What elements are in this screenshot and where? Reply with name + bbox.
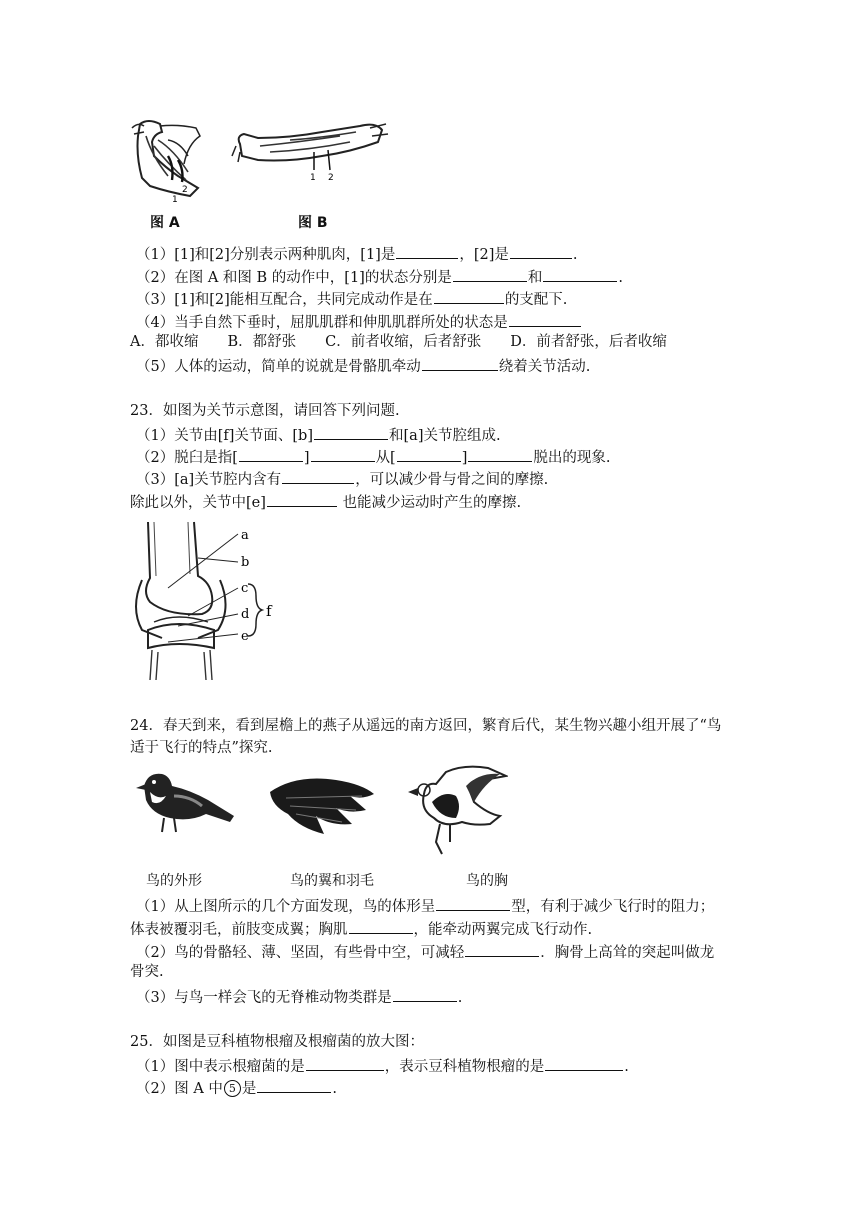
label-1-a: 1 — [172, 195, 178, 205]
bird-chest-caption: 鸟的胸 — [466, 873, 508, 889]
circled-number-5: 5 — [224, 1080, 241, 1097]
label-2-b: 2 — [328, 173, 334, 183]
q24-part2: （2）鸟的骨骼轻、薄、坚固，有些骨中空，可减轻 ．胸骨上高耸的突起叫做龙 — [136, 940, 714, 963]
figure-a-caption: 图 A — [150, 215, 180, 231]
q25-part1: （1）图中表示根瘤菌的是 ，表示豆科植物根瘤的是 . — [136, 1054, 629, 1077]
q24-part2-continued: 骨突. — [130, 964, 164, 980]
q22-part4: （4）当手自然下垂时，屈肌肌群和伸肌肌群所处的状态是 — [136, 310, 582, 333]
figure-b-caption: 图 B — [298, 215, 328, 231]
q25-part2: （2）图 A 中 5 是 . — [136, 1076, 337, 1099]
q22-part3: （3）[1]和[2]能相互配合，共同完成动作是在 的支配下. — [136, 287, 567, 310]
q24-part1: （1）从上图所示的几个方面发现，鸟的体形呈 型，有利于减少飞行时的阻力； — [136, 894, 714, 917]
bird-shape-image — [130, 766, 238, 842]
arm-muscle-figure-a — [128, 116, 218, 208]
q24-title-line1: 24．春天到来，看到屋檐上的燕子从遥远的南方返回，繁育后代，某生物兴趣小组开展了“鸟 — [130, 718, 722, 734]
joint-label-a: a — [241, 528, 249, 543]
arm-muscle-figure-b — [230, 116, 390, 188]
q22-part1: （1）[1]和[2]分别表示两种肌肉，[1]是 ，[2]是 . — [136, 242, 578, 265]
q22-part5: （5）人体的运动，简单的说就是骨骼肌牵动 绕着关节活动. — [136, 354, 590, 377]
joint-label-d: d — [241, 607, 250, 622]
joint-diagram — [128, 518, 288, 682]
q22-options: A．都收缩 B．都舒张 C．前者收缩，后者舒张 D．前者舒张，后者收缩 — [130, 334, 667, 350]
bird-wing-caption: 鸟的翼和羽毛 — [290, 873, 374, 889]
q23-title: 23．如图为关节示意图，请回答下列问题. — [130, 403, 400, 419]
joint-label-f: f — [266, 602, 272, 620]
bird-wing-image — [266, 770, 376, 840]
label-1-b: 1 — [310, 173, 316, 183]
q22-part2: （2）在图 A 和图 B 的动作中，[1]的状态分别是 和 . — [136, 265, 623, 288]
bird-chest-image — [404, 762, 508, 862]
q23-part3-continued: 除此以外，关节中[e] 也能减少运动时产生的摩擦. — [130, 490, 521, 513]
joint-label-c: c — [241, 581, 249, 596]
q23-part1: （1）关节由[f]关节面、[b] 和[a]关节腔组成. — [136, 423, 501, 446]
q23-part3: （3）[a]关节腔内含有 ，可以减少骨与骨之间的摩擦. — [136, 467, 548, 490]
q24-part3: （3）与鸟一样会飞的无脊椎动物类群是 . — [136, 985, 462, 1008]
q24-part1-continued: 体表被覆羽毛，前肢变成翼；胸肌 ，能牵动两翼完成飞行动作. — [130, 917, 592, 940]
q23-part2: （2）脱臼是指[ ] 从[ ] 脱出的现象. — [136, 445, 611, 468]
joint-label-b: b — [241, 555, 250, 570]
q24-title-line2: 适于飞行的特点”探究. — [130, 740, 273, 756]
joint-label-e: e — [241, 629, 249, 644]
bird-shape-caption: 鸟的外形 — [146, 873, 202, 889]
label-2-a: 2 — [182, 185, 188, 195]
q25-title: 25．如图是豆科植物根瘤及根瘤菌的放大图： — [130, 1034, 424, 1050]
